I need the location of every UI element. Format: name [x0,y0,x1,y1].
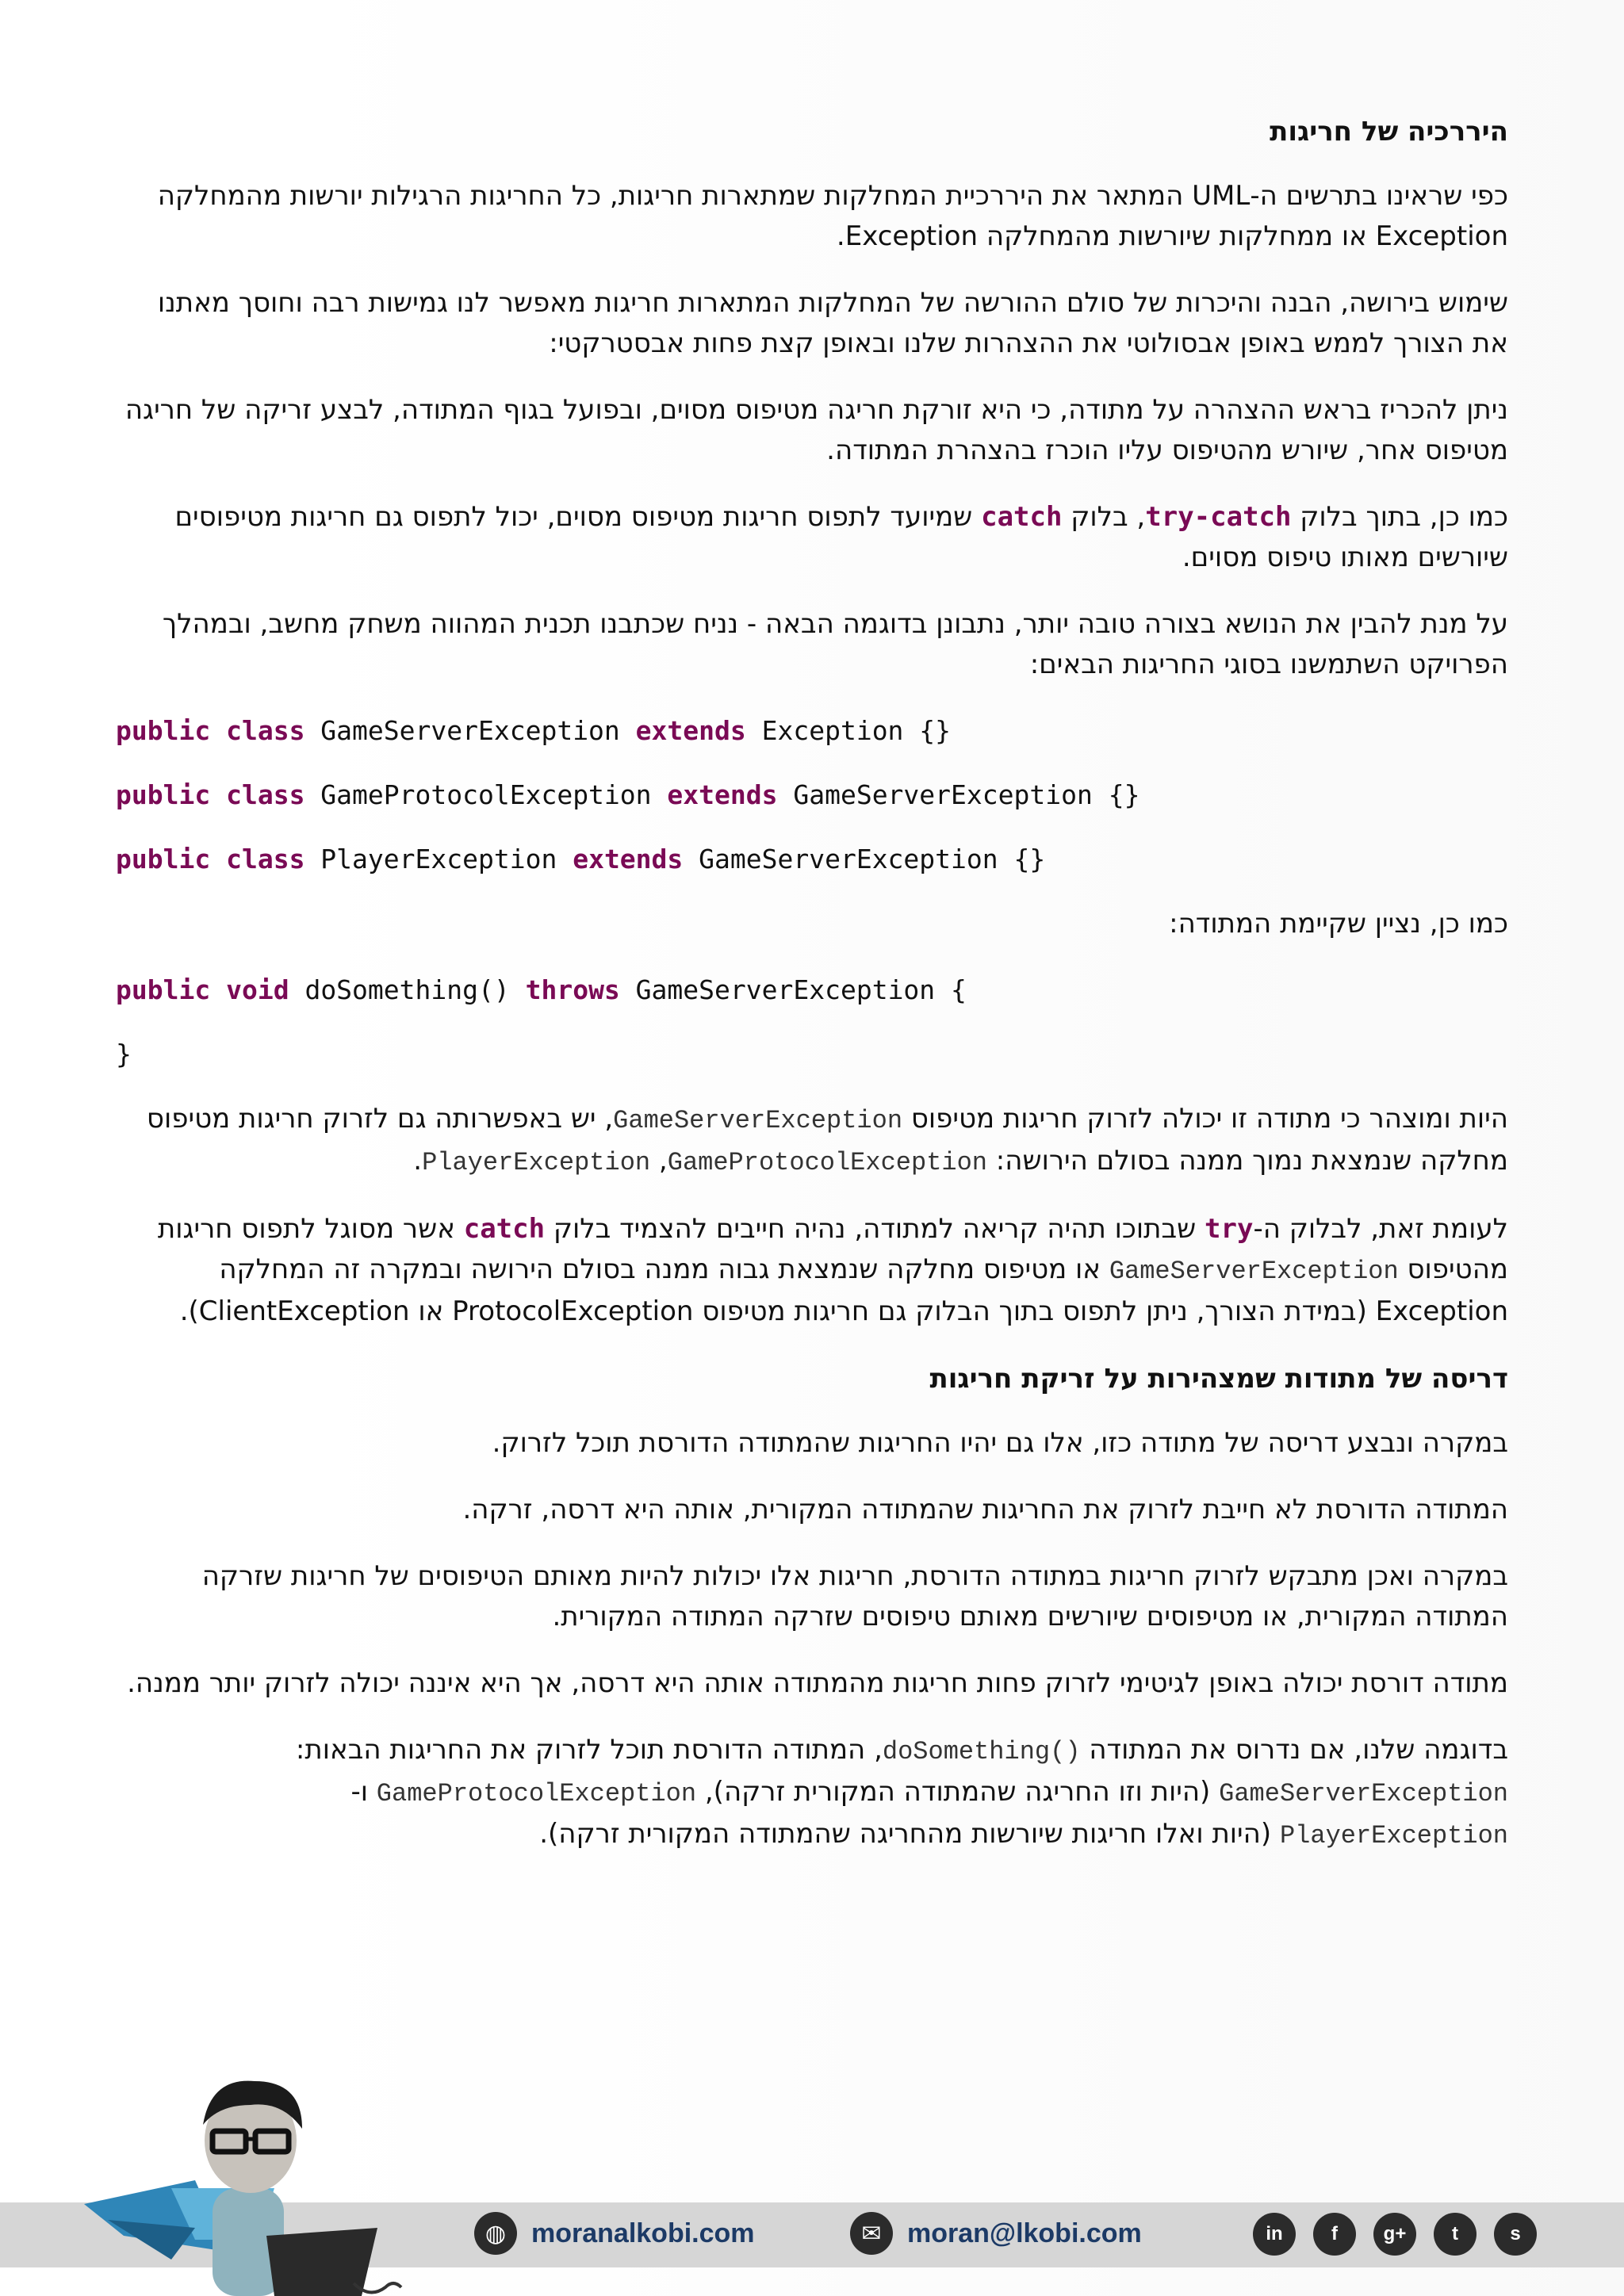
section-heading-exception-hierarchy: היררכיה של חריגות [1270,116,1508,147]
paragraph [116,497,1508,578]
text-run: לעומת זאת, לבלוק ה- [1253,1213,1508,1245]
code-inline: doSomething() [882,1737,1081,1766]
text-run: . [413,1145,423,1177]
paragraph: במקרה ונבצע דריסה של מתודה כזו, אלו גם יהיו החריגות שהמתודה הדורסת תוכל לזרוק. [492,1427,1508,1459]
social-links [1253,2213,1537,2256]
text-run: , המתודה הדורסת תוכל לזרוק את החריגות הבאות: [295,1734,883,1766]
text-run: שמיועד לתפוס חריגות מטיפוס מסוים, יכול לתפוס גם חריגות מטיפוסים שיורשים מאותו טיפוס מסוים. [174,501,1508,573]
text-run: ו- [350,1776,377,1808]
text-run: שבתוכו תהיה קריאה למתודה, נהיה חייבים להצמיד בלוק [545,1213,1205,1245]
twitter-icon[interactable]: t [1434,2213,1477,2256]
googleplus-icon[interactable]: g+ [1373,2213,1416,2256]
code-inline: GameServerException [1219,1779,1508,1808]
paragraph [116,1209,1508,1332]
code-keyword: extends [635,715,746,746]
code-keyword: class [226,715,305,746]
paragraph: על מנת להבין את הנושא בצורה טובה יותר, נתבונן בדוגמה הבאה - נניח שכתבנו תכנית המהווה משחק מחשב, ובמהלך הפרויקט השתמשנו בסוגי החריגות הבאים: [162,608,1508,680]
globe-icon: ◍ [474,2212,517,2255]
code-inline: GameServerException [1109,1257,1399,1286]
code-keyword: void [226,974,289,1005]
code-line [116,775,1508,815]
text-run: אשר מסוגל לתפוס חריגות מהטיפוס [157,1213,1508,1285]
footer-email[interactable] [850,2212,1142,2255]
paragraph [116,1730,1508,1856]
code-keyword: extends [667,779,778,810]
section-heading-overriding: דריסה של מתודות שמצהירות על זריקת חריגות [929,1363,1508,1395]
keyword: catch [463,1213,546,1245]
code-line [116,840,1508,879]
code-keyword: public [116,974,211,1005]
paragraph [116,1099,1508,1183]
code-keyword: throws [525,974,620,1005]
code-line: } [116,1039,132,1070]
code-keyword: class [226,844,305,874]
text-run: (היות וזו החריגה שהמתודה המקורית זרקה), [696,1776,1220,1808]
email-link[interactable]: moran@lkobi.com [907,2218,1142,2248]
keyword: try-catch [1145,501,1292,533]
paragraph: ניתן להכריז בראש ההצהרה על מתודה, כי היא זורקת חריגה מטיפוס מסוים, ובפועל בגוף המתודה, לבצע זריקה של חריגה מטיפוס אחר, שיורש מהטיפוס עליו הוכרז בהצהרת המתודה. [124,394,1508,466]
code-text: PlayerException [304,844,573,874]
code-text: GameServerException {} [777,779,1140,810]
text-run: כמו כן, בתוך בלוק [1291,501,1508,533]
code-inline: PlayerException [1279,1821,1508,1850]
code-text: doSomething() [289,974,526,1005]
text-run: היות ומוצהר כי מתודה זו יכולה לזרוק חריגות מטיפוס [902,1103,1508,1135]
code-text: GameServerException [304,715,636,746]
text-run: (היות ואלו חריגות שיורשות מהחריגה שהמתודה המקורית זרקה). [539,1818,1280,1850]
paragraph: שימוש בירושה, הבנה והיכרות של סולם ההורשה של המחלקות המתארות חריגות מאפשר לנו גמישות רבה וחוסך מאתנו את הצורך לממש באופן אבסולוטי את ההצהרות שלנו ובאופן קצת פחות אבסטרקטי: [157,287,1508,359]
code-text: GameServerException {} [683,844,1046,874]
code-line [116,970,1508,1010]
code-keyword: class [226,779,305,810]
text-run: , [650,1145,668,1177]
paragraph: במקרה ואכן מתבקש לזרוק חריגות במתודה הדורסת, חריגות אלו יכולות להיות מאותם הטיפוסים של חריגות שזרקה המתודה המקורית, או מטיפוסים שיורשים מאותם טיפוסים שזרקה המתודה המקורית. [201,1560,1508,1632]
code-line [116,711,1508,751]
keyword: catch [981,501,1063,533]
facebook-icon[interactable]: f [1313,2213,1356,2256]
code-inline: GameProtocolException [376,1779,697,1808]
paragraph: כמו כן, נציין שקיימת המתודה: [1169,908,1508,939]
paragraph: מתודה דורסת יכולה באופן לגיטימי לזרוק פחות חריגות מהמתודה אותה היא דרסה, אך היא איננה יכולה לזרוק יותר ממנה. [127,1667,1508,1699]
linkedin-icon[interactable]: in [1253,2213,1296,2256]
text-run: בדוגמה שלנו, אם נדרוס את המתודה [1080,1734,1508,1766]
code-text: GameServerException { [619,974,967,1005]
code-keyword: public [116,779,211,810]
text-run: , בלוק [1062,501,1146,533]
website-link[interactable]: moranalkobi.com [531,2218,755,2248]
code-inline: GameServerException [613,1106,903,1135]
footer-website[interactable] [474,2212,755,2255]
code-keyword: extends [573,844,684,874]
text-run: , יש באפשרותה גם לזרוק חריגות מטיפוס מחלקה שנמצאת נמוך ממנה בסולם הירושה: [146,1103,1508,1177]
mail-icon: ✉ [850,2212,893,2255]
text-run: או מטיפוס מחלקה שנמצאת גבוה ממנה בסולם הירושה ובמקרה זה המחלקה Exception (במידת הצורך, ניתן לתפוס בתוך הבלוק גם חריגות מטיפוס ProtocolException או ClientException). [179,1253,1508,1327]
code-inline: GameProtocolException [667,1148,987,1177]
code-keyword: public [116,844,211,874]
mascot-illustration [76,2069,417,2296]
code-text: Exception {} [745,715,952,746]
code-inline: PlayerException [422,1148,651,1177]
document-body [116,111,1508,1882]
keyword: try [1205,1213,1254,1245]
code-text: GameProtocolException [304,779,668,810]
paragraph: כפי שראינו בתרשים ה-UML המתאר את היררכיית המחלקות שמתארות חריגות, כל החריגות הרגילות יורשות מהמחלקה Exception או ממחלקות שיורשות מהמחלקה Exception. [157,180,1508,252]
code-keyword: public [116,715,211,746]
skype-icon[interactable]: s [1494,2213,1537,2256]
paragraph: המתודה הדורסת לא חייבת לזרוק את החריגות שהמתודה המקורית, אותה היא דרסה, זרקה. [462,1494,1508,1525]
